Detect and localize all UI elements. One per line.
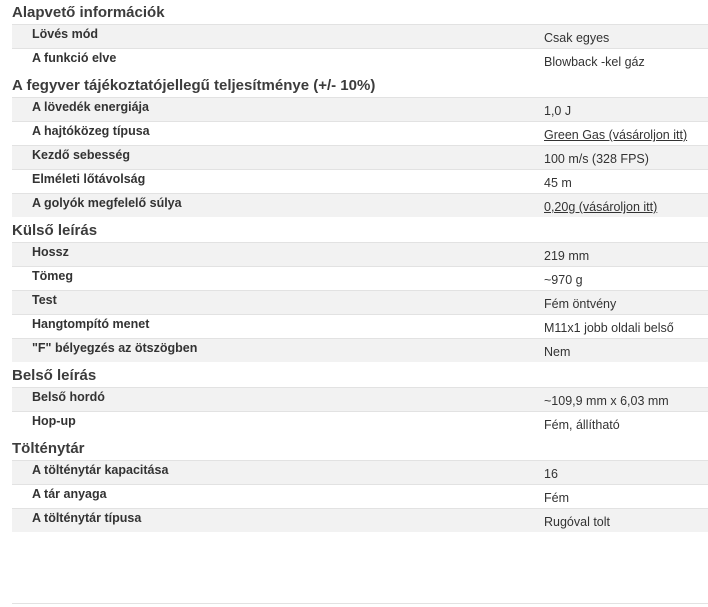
spec-row <box>12 97 708 121</box>
spec-label: A funkció elve <box>32 51 117 65</box>
spec-value-link[interactable]: Green Gas (vásároljon itt) <box>544 128 688 142</box>
spec-label: Tömeg <box>32 269 73 283</box>
spec-label: Elméleti lőtávolság <box>32 172 146 186</box>
spec-value: ~970 g <box>544 273 583 287</box>
spec-value: M11x1 jobb oldali belső <box>544 321 674 335</box>
spec-row <box>12 508 708 532</box>
spec-value: 219 mm <box>544 249 590 263</box>
spec-label: A tölténytár kapacitása <box>32 463 169 477</box>
spec-row <box>12 314 708 338</box>
spec-label: A lövedék energiája <box>32 100 149 114</box>
spec-row <box>12 48 708 72</box>
spec-row <box>12 121 708 145</box>
spec-label: Kezdő sebesség <box>32 148 130 162</box>
spec-value: Fém, állítható <box>544 418 620 432</box>
spec-table <box>12 242 708 362</box>
spec-row <box>12 338 708 362</box>
spec-row <box>12 484 708 508</box>
spec-value: 45 m <box>544 176 572 190</box>
spec-row <box>12 193 708 217</box>
spec-value-link[interactable]: 0,20g (vásároljon itt) <box>544 200 658 214</box>
spec-row <box>12 411 708 435</box>
spec-label: Belső hordó <box>32 390 105 404</box>
spec-row <box>12 169 708 193</box>
spec-table <box>12 387 708 435</box>
spec-value: 16 <box>544 467 558 481</box>
spec-row <box>12 460 708 484</box>
spec-value: 1,0 J <box>544 104 572 118</box>
spec-value: Blowback -kel gáz <box>544 55 645 69</box>
spec-row <box>12 242 708 266</box>
spec-value: 100 m/s (328 FPS) <box>544 152 649 166</box>
bottom-divider <box>12 603 708 604</box>
spec-label: A hajtóközeg típusa <box>32 124 150 138</box>
spec-label: A golyók megfelelő súlya <box>32 196 182 210</box>
spec-row <box>12 387 708 411</box>
spec-label: A tölténytár típusa <box>32 511 142 525</box>
spec-value: Rugóval tolt <box>544 515 611 529</box>
spec-row <box>12 145 708 169</box>
spec-row <box>12 266 708 290</box>
spec-row <box>12 290 708 314</box>
section-title: Belső leírás <box>12 367 97 384</box>
spec-label: Hop-up <box>32 414 76 428</box>
spec-label: Hossz <box>32 245 69 259</box>
spec-label: Lövés mód <box>32 27 98 41</box>
section-title: A fegyver tájékoztatójellegű teljesítménye (+/- 10%) <box>12 77 376 94</box>
spec-label: A tár anyaga <box>32 487 107 501</box>
spec-table <box>12 24 708 72</box>
section-title: Külső leírás <box>12 222 98 239</box>
spec-row <box>12 24 708 48</box>
spec-label: Hangtompító menet <box>32 317 150 331</box>
spec-value: Nem <box>544 345 571 359</box>
spec-table <box>12 97 708 217</box>
spec-value: ~109,9 mm x 6,03 mm <box>544 394 669 408</box>
spec-value: Fém <box>544 491 569 505</box>
spec-table <box>12 460 708 532</box>
spec-label: Test <box>32 293 57 307</box>
spec-label: "F" bélyegzés az ötszögben <box>32 341 198 355</box>
spec-value: Csak egyes <box>544 31 610 45</box>
section-title: Alapvető információk <box>12 4 165 21</box>
spec-value: Fém öntvény <box>544 297 617 311</box>
section-title: Tölténytár <box>12 440 85 457</box>
